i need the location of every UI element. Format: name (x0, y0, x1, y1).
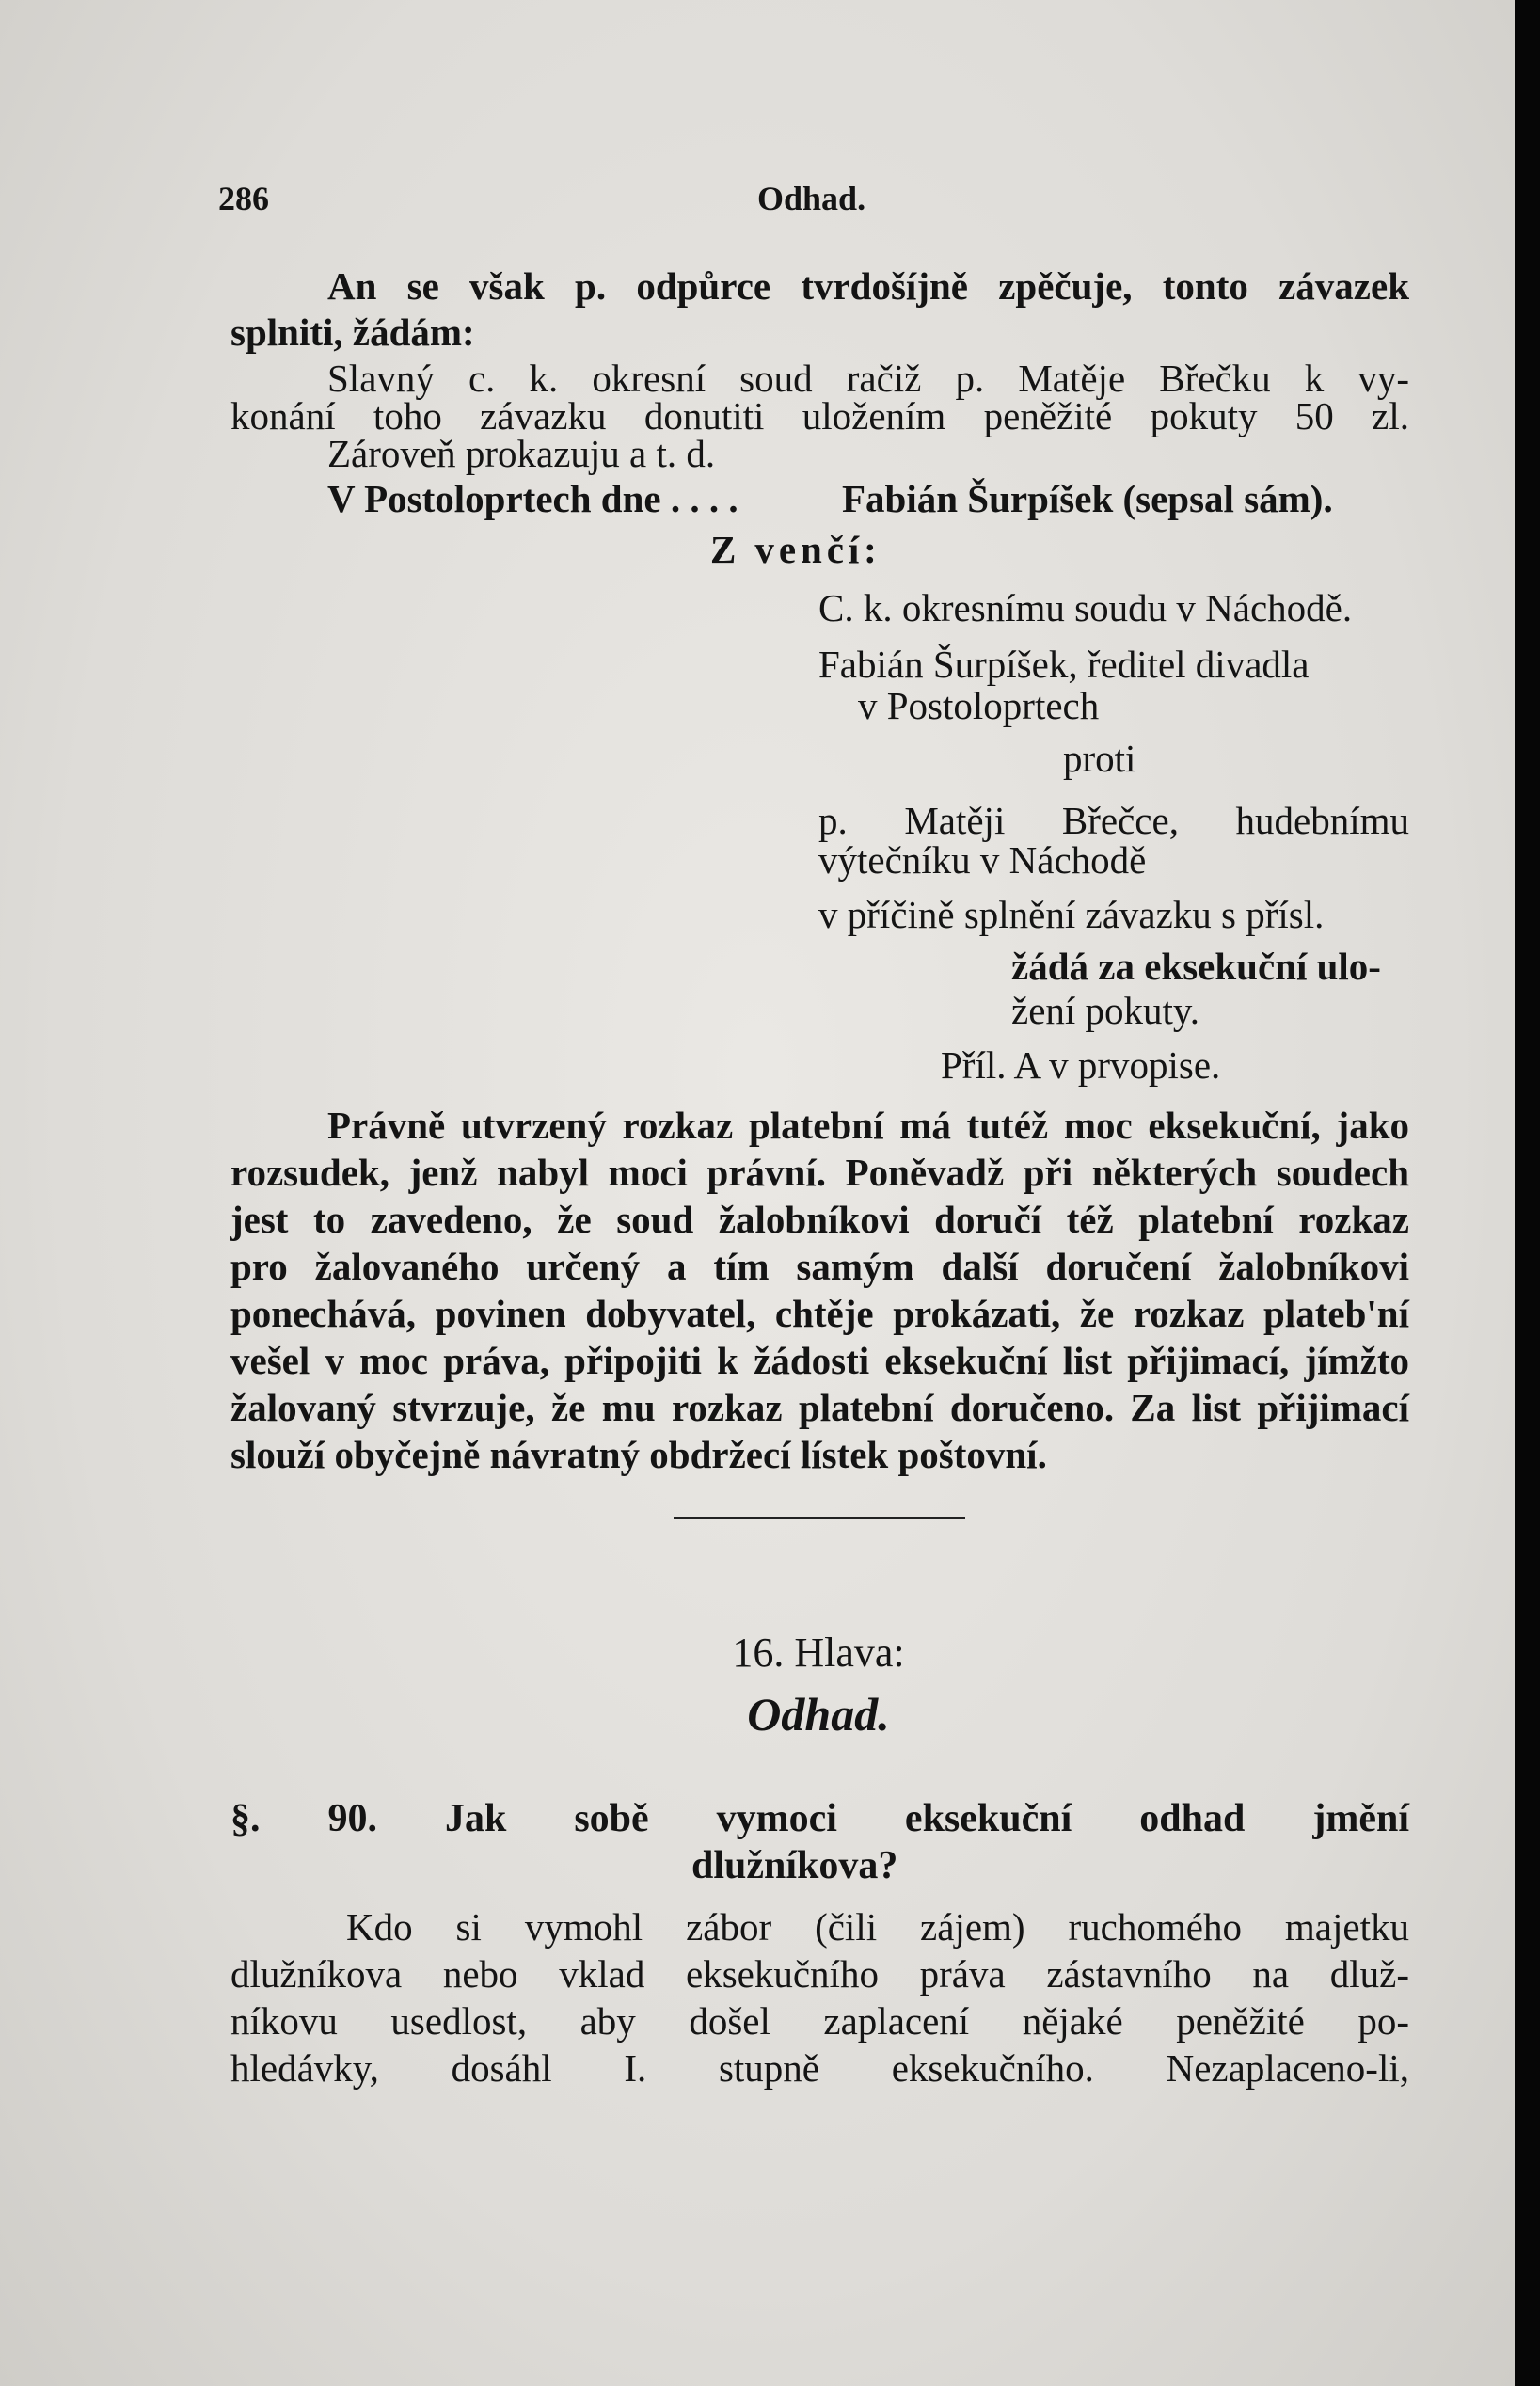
attachment: Příl. A v prvopise. (941, 1043, 1221, 1087)
plaintiff: v Postoloprtech (858, 684, 1100, 727)
petition-line: An se však p. odpůrce tvrdošíjně zpěčuje, tonto závazek (327, 264, 1409, 308)
signature: Fabián Šurpíšek (sepsal sám). (842, 477, 1333, 520)
request: žádá za eksekuční ulo- (1011, 945, 1381, 988)
separator-rule (674, 1517, 965, 1519)
section-title: dlužníkova? (691, 1844, 898, 1887)
outside-label: Z venčí: (710, 528, 881, 571)
page-header (0, 179, 1515, 226)
note-line: pro žalovaného určený a tím samým další doručení žalobníkovi (230, 1245, 1409, 1288)
court-address: C. k. okresnímu soudu v Náchodě. (818, 586, 1353, 629)
note-line: vešel v moc práva, připojiti k žádosti eksekuční list přijimací, jímžto (230, 1339, 1409, 1382)
note-line: ponechává, povinen dobyvatel, chtěje prokázati, že rozkaz plateb'ní (230, 1292, 1409, 1335)
petition-line: splniti, žádám: (230, 310, 475, 354)
running-head: Odhad. (757, 180, 866, 217)
note-line: rozsudek, jenž nabyl moci právní. Poněvadž při některých soudech (230, 1151, 1409, 1194)
place-date: V Postoloprtech dne . . . . (327, 477, 738, 520)
note-line: žalovaný stvrzuje, že mu rozkaz platební doručeno. Za list přijimací (230, 1386, 1409, 1429)
body-line: hledávky, dosáhl I. stupně eksekučního. Nezaplaceno-li, (230, 2046, 1409, 2090)
defendant: p. Matěji Břečce, hudebnímu (818, 799, 1409, 842)
chapter-title: Odhad. (747, 1688, 890, 1741)
matter: v příčině splnění závazku s přísl. (818, 893, 1325, 936)
note-line: Právně utvrzený rozkaz platební má tutéž moc eksekuční, jako (327, 1104, 1409, 1147)
scan-edge (1515, 0, 1540, 2386)
chapter-number: 16. Hlava: (732, 1630, 905, 1676)
note-line: slouží obyčejně návratný obdržecí lístek poštovní. (230, 1433, 1047, 1476)
request: žení pokuty. (1011, 989, 1200, 1032)
plaintiff: Fabián Šurpíšek, ředitel divadla (818, 643, 1310, 686)
section-title: §. 90. Jak sobě vymoci eksekuční odhad jmění (230, 1797, 1409, 1840)
versus: proti (1063, 737, 1136, 780)
note-line: jest to zavedeno, že soud žalobníkovi doručí též platební rozkaz (230, 1198, 1409, 1241)
body-line: níkovu usedlost, aby došel zaplacení nějaké peněžité po- (230, 1999, 1409, 2043)
body-line: dlužníkova nebo vklad eksekučního práva zástavního na dluž- (230, 1952, 1409, 1996)
body-line: Kdo si vymohl zábor (čili zájem) ruchomého majetku (346, 1905, 1409, 1949)
defendant: výtečníku v Náchodě (818, 838, 1147, 882)
page-number: 286 (218, 180, 269, 217)
petition-line: Slavný c. k. okresní soud račiž p. Matěje Břečku k vy- (327, 357, 1409, 400)
petition-line: konání toho závazku donutiti uložením peněžité pokuty 50 zl. (230, 394, 1409, 437)
petition-line: Zároveň prokazuju a t. d. (327, 432, 716, 475)
